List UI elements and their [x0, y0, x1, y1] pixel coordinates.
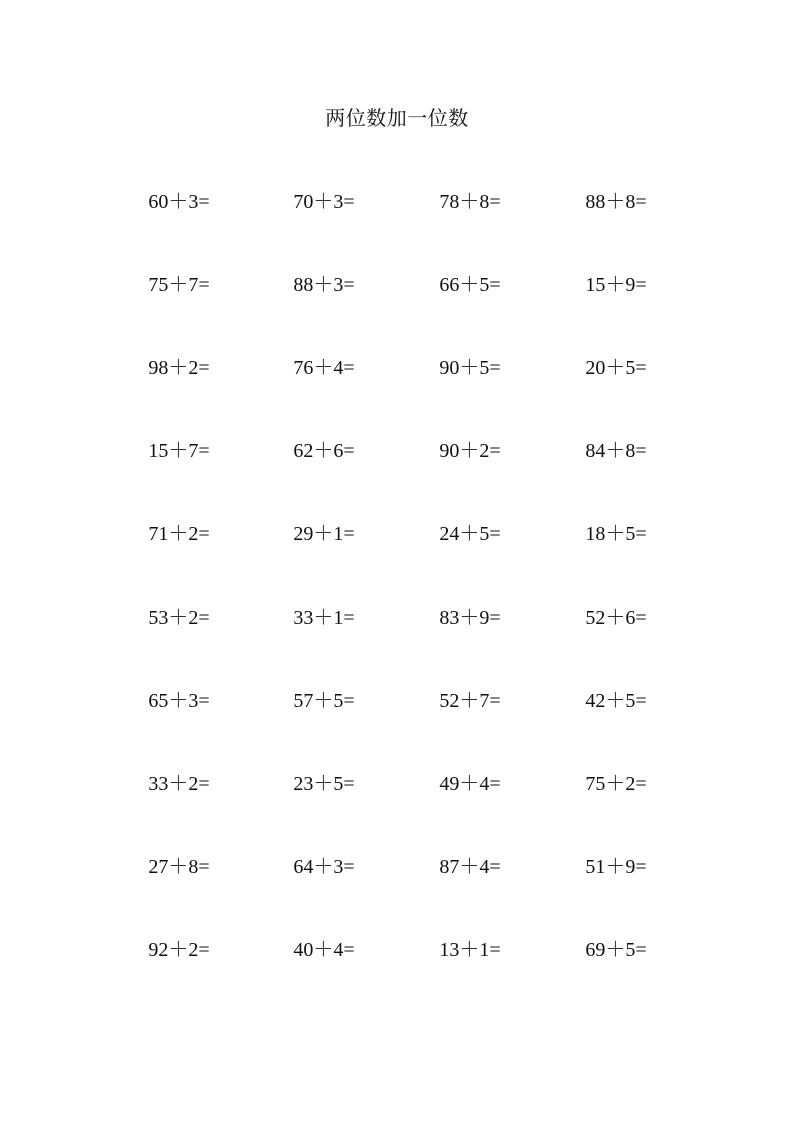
problem-r8-c3: 49＋4= [439, 773, 501, 795]
problem-r4-c4: 84＋8= [585, 440, 647, 462]
problem-r3-c2: 76＋4= [293, 357, 355, 379]
problem-r9-c2: 64＋3= [293, 856, 355, 878]
problem-r8-c1: 33＋2= [148, 773, 210, 795]
problem-r5-c4: 18＋5= [585, 523, 647, 545]
problem-r7-c1: 65＋3= [148, 690, 210, 712]
problem-r10-c3: 13＋1= [439, 939, 501, 961]
problem-r6-c2: 33＋1= [293, 607, 355, 629]
problem-r6-c4: 52＋6= [585, 607, 647, 629]
problem-r10-c4: 69＋5= [585, 939, 647, 961]
problem-r2-c4: 15＋9= [585, 274, 647, 296]
problem-r8-c2: 23＋5= [293, 773, 355, 795]
problem-r4-c3: 90＋2= [439, 440, 501, 462]
problem-r9-c4: 51＋9= [585, 856, 647, 878]
problem-r3-c3: 90＋5= [439, 357, 501, 379]
problem-r6-c3: 83＋9= [439, 607, 501, 629]
problem-r4-c1: 15＋7= [148, 440, 210, 462]
problem-r3-c4: 20＋5= [585, 357, 647, 379]
problem-r9-c1: 27＋8= [148, 856, 210, 878]
problem-r1-c3: 78＋8= [439, 191, 501, 213]
problem-r2-c1: 75＋7= [148, 274, 210, 296]
problem-r5-c3: 24＋5= [439, 523, 501, 545]
problem-r10-c2: 40＋4= [293, 939, 355, 961]
problem-r4-c2: 62＋6= [293, 440, 355, 462]
problem-r2-c2: 88＋3= [293, 274, 355, 296]
problem-r7-c4: 42＋5= [585, 690, 647, 712]
problem-r7-c3: 52＋7= [439, 690, 501, 712]
problem-r5-c2: 29＋1= [293, 523, 355, 545]
problem-r6-c1: 53＋2= [148, 607, 210, 629]
problem-r10-c1: 92＋2= [148, 939, 210, 961]
problem-r2-c3: 66＋5= [439, 274, 501, 296]
problem-r1-c4: 88＋8= [585, 191, 647, 213]
problem-r7-c2: 57＋5= [293, 690, 355, 712]
problem-r9-c3: 87＋4= [439, 856, 501, 878]
problem-r8-c4: 75＋2= [585, 773, 647, 795]
worksheet-title: 两位数加一位数 [325, 106, 469, 130]
problem-r1-c1: 60＋3= [148, 191, 210, 213]
problem-r1-c2: 70＋3= [293, 191, 355, 213]
problem-r5-c1: 71＋2= [148, 523, 210, 545]
problem-r3-c1: 98＋2= [148, 357, 210, 379]
